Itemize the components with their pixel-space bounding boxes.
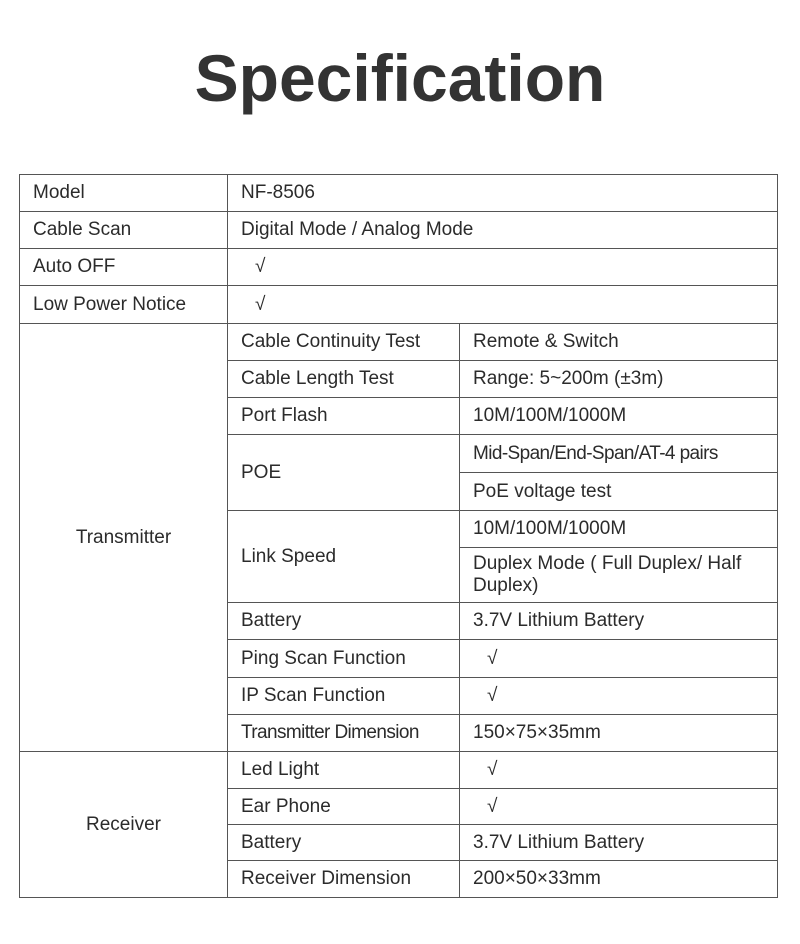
row-value: PoE voltage test	[460, 473, 778, 511]
check-mark: √	[487, 647, 498, 669]
page-title: Specification	[194, 41, 606, 115]
row-label: Model	[20, 175, 228, 212]
row-value: Mid-Span/End-Span/AT-4 pairs	[460, 435, 778, 473]
check-mark: √	[487, 795, 498, 817]
row-value: 10M/100M/1000M	[460, 511, 778, 548]
row-value: 3.7V Lithium Battery	[460, 825, 778, 861]
row-label: Battery	[228, 825, 460, 861]
check-mark: √	[487, 759, 498, 780]
row-value: 3.7V Lithium Battery	[460, 603, 778, 640]
row-label: Cable Scan	[20, 212, 228, 249]
row-label: Auto OFF	[20, 249, 228, 286]
row-value: Duplex Mode ( Full Duplex/ Half Duplex)	[460, 548, 778, 603]
check-mark: √	[487, 685, 498, 706]
group-label-transmitter: Transmitter	[20, 324, 228, 752]
row-value: Remote & Switch	[460, 324, 778, 361]
table-row-model	[20, 175, 778, 212]
specification-table	[19, 174, 778, 898]
row-value: NF-8506	[228, 175, 778, 212]
row-label: Receiver Dimension	[228, 861, 460, 898]
row-label: Transmitter Dimension	[228, 715, 460, 752]
row-value: 10M/100M/1000M	[460, 398, 778, 435]
table-row-low-power-notice	[20, 286, 778, 324]
group-label-receiver: Receiver	[20, 752, 228, 898]
table-row-cable-scan	[20, 212, 778, 249]
row-label: Led Light	[228, 752, 460, 789]
row-label: POE	[228, 435, 460, 511]
check-mark: √	[255, 256, 266, 277]
row-label: Battery	[228, 603, 460, 640]
row-value: 150×75×35mm	[460, 715, 778, 752]
table-row-auto-off	[20, 249, 778, 286]
row-label: Ear Phone	[228, 789, 460, 825]
row-label: Link Speed	[228, 511, 460, 603]
row-label: Cable Continuity Test	[228, 324, 460, 361]
table-row-led-light	[20, 752, 778, 789]
row-label: IP Scan Function	[228, 678, 460, 715]
row-value: Range: 5~200m (±3m)	[460, 361, 778, 398]
row-label: Ping Scan Function	[228, 640, 460, 678]
row-label: Cable Length Test	[228, 361, 460, 398]
row-label: Port Flash	[228, 398, 460, 435]
check-mark: √	[255, 293, 266, 315]
table-row-cable-continuity	[20, 324, 778, 361]
row-label: Low Power Notice	[20, 286, 228, 324]
row-value: 200×50×33mm	[460, 861, 778, 898]
row-value: Digital Mode / Analog Mode	[228, 212, 778, 249]
